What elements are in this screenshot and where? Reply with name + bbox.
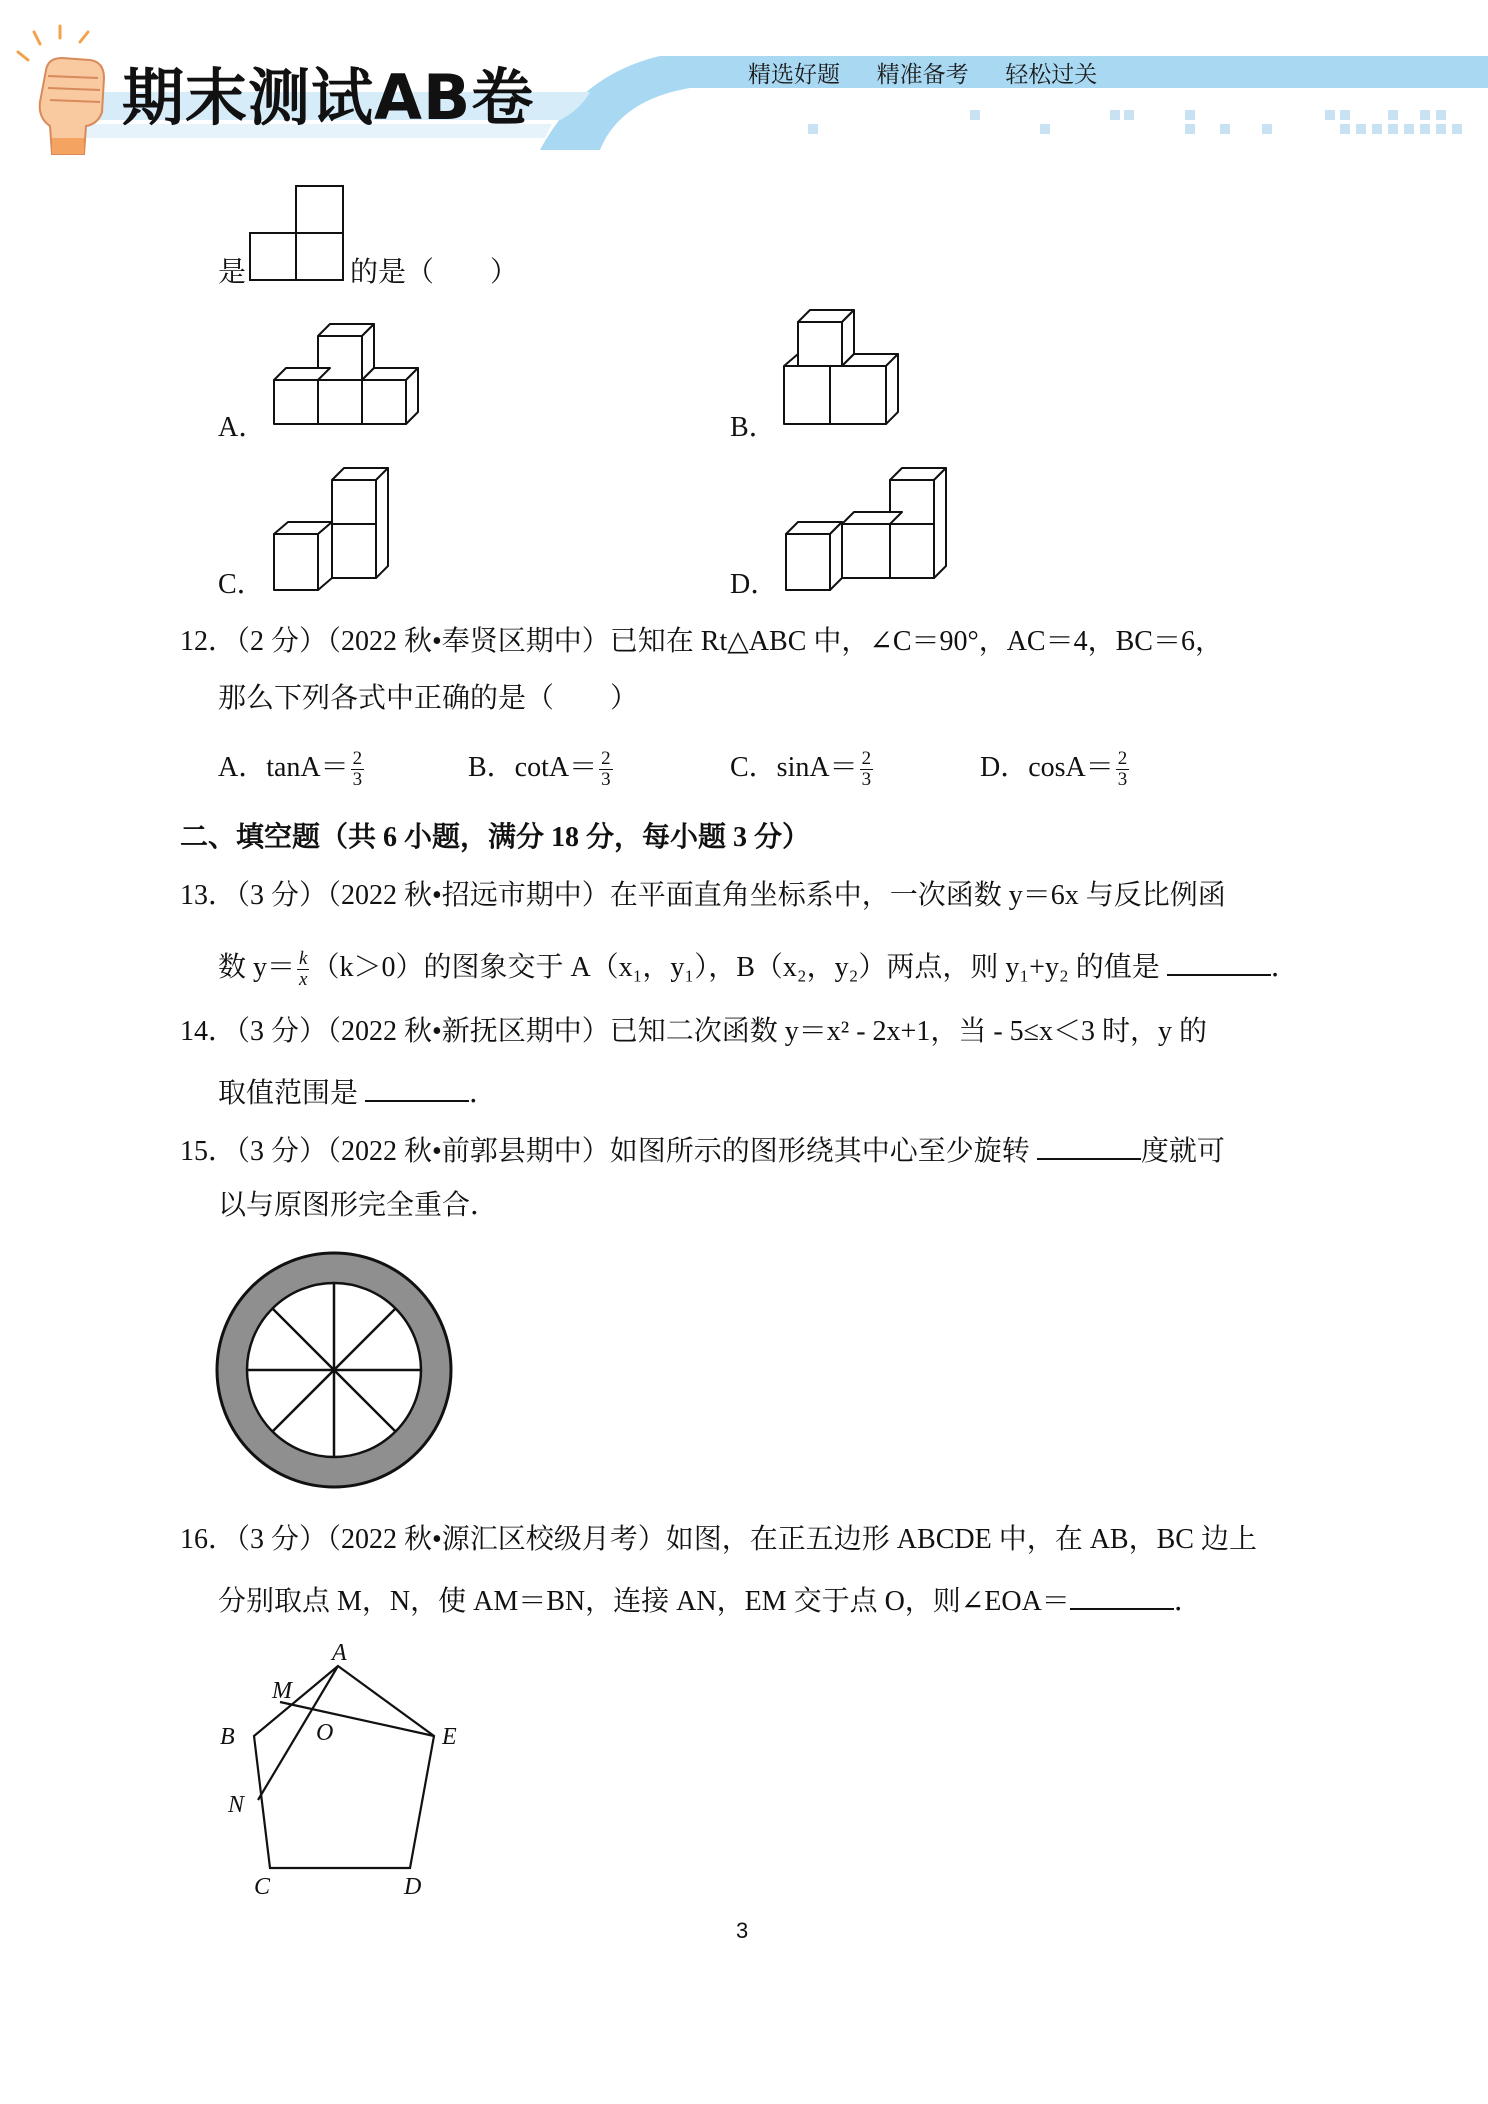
label-e: E [442, 1724, 457, 1750]
section-heading: 二、填空题（共 6 小题，满分 18 分，每小题 3 分） [180, 822, 811, 853]
fist-icon [18, 30, 118, 155]
q15-line-1: 15．（3 分）（2022 秋•前郭县期中）如图所示的图形绕其中心至少旋转 度就可 [180, 1128, 1225, 1172]
q11-option-b-figure [782, 308, 902, 434]
q11-option-b-label: B． [730, 412, 777, 443]
q13-line-1: 13．（3 分）（2022 秋•招远市期中）在平面直角坐标系中，一次函数 y＝6x 与反比例函 [180, 880, 1226, 911]
label-m: M [272, 1678, 292, 1704]
fraction: $\frac{2}{3}$ [601, 748, 611, 791]
q12-option-a: A．tanA＝ $\frac{2}{3}$ [218, 748, 363, 791]
q11-stem-right: 的是（ ） [350, 257, 519, 288]
slogan-3: 轻松过关 [1005, 62, 1098, 88]
label-b: B [220, 1724, 235, 1750]
q12-line-2: 那么下列各式中正确的是（ ） [218, 683, 639, 714]
fraction: $\frac{2}{3}$ [352, 748, 363, 791]
q16-line-1: 16．（3 分）（2022 秋•源汇区校级月考）如图，在正五边形 ABCDE 中，在 AB，BC 边上 [180, 1524, 1257, 1555]
q11-reference-figure [248, 184, 348, 284]
label-c: C [254, 1874, 271, 1900]
label-o: O [316, 1720, 334, 1746]
q11-option-a-label: A． [218, 412, 267, 443]
label-n: N [228, 1792, 245, 1818]
q12-line-1: 12．（2 分）（2022 秋•奉贤区期中）已知在 Rt△ABC 中，∠C＝90°，AC＝4，BC＝6， [180, 626, 1223, 657]
q11-option-c-label: C． [218, 569, 265, 600]
q11-option-c-figure [270, 466, 400, 592]
fraction: $\frac{k}{x}$ [299, 948, 308, 991]
q16-pentagon-figure [210, 1640, 490, 1900]
fraction: $\frac{2}{3}$ [861, 748, 872, 791]
header-slogans [748, 56, 1097, 89]
q14-line-1: 14．（3 分）（2022 秋•新抚区期中）已知二次函数 y＝x² - 2x+1，当 - 5≤x＜3 时，y 的 [180, 1016, 1208, 1047]
q11-option-d-label: D． [730, 569, 779, 600]
answer-blank[interactable] [1070, 1578, 1174, 1610]
q16-line-2: 分别取点 M，N，使 AM＝BN，连接 AN，EM 交于点 O，则∠EOA＝ ． [218, 1578, 1202, 1622]
q15-line-2: 以与原图形完全重合． [218, 1190, 499, 1221]
q12-option-d: D．cosA＝ $\frac{2}{3}$ [980, 748, 1128, 791]
label-d: D [404, 1874, 422, 1900]
q14-line-2: 取值范围是 ． [218, 1070, 497, 1114]
q11-stem-left: 是 [218, 257, 247, 288]
q12-option-c: C．sinA＝ $\frac{2}{3}$ [730, 748, 872, 791]
q12-option-b: B．cotA＝ $\frac{2}{3}$ [468, 748, 611, 791]
slogan-2: 精准备考 [876, 62, 969, 88]
page-title: 期末测试AB卷 [122, 61, 535, 134]
label-a: A [332, 1640, 347, 1666]
answer-blank[interactable] [1037, 1128, 1141, 1160]
q13-line-2: 数 y＝ $\frac{k}{x}$ （k＞0）的图象交于 A（x₁，y₁），B（x₂，y₂）两点，则 y₁+y₂ 的值是 ． [218, 944, 1299, 990]
slogan-1: 精选好题 [748, 62, 840, 88]
q15-ring-figure [214, 1250, 454, 1490]
fraction: $\frac{2}{3}$ [1117, 748, 1128, 791]
page-number: 3 [736, 1918, 749, 1943]
q11-option-a-figure [270, 322, 430, 434]
answer-blank[interactable] [1167, 944, 1271, 976]
answer-blank[interactable] [365, 1070, 469, 1102]
q11-option-d-figure [782, 466, 962, 592]
